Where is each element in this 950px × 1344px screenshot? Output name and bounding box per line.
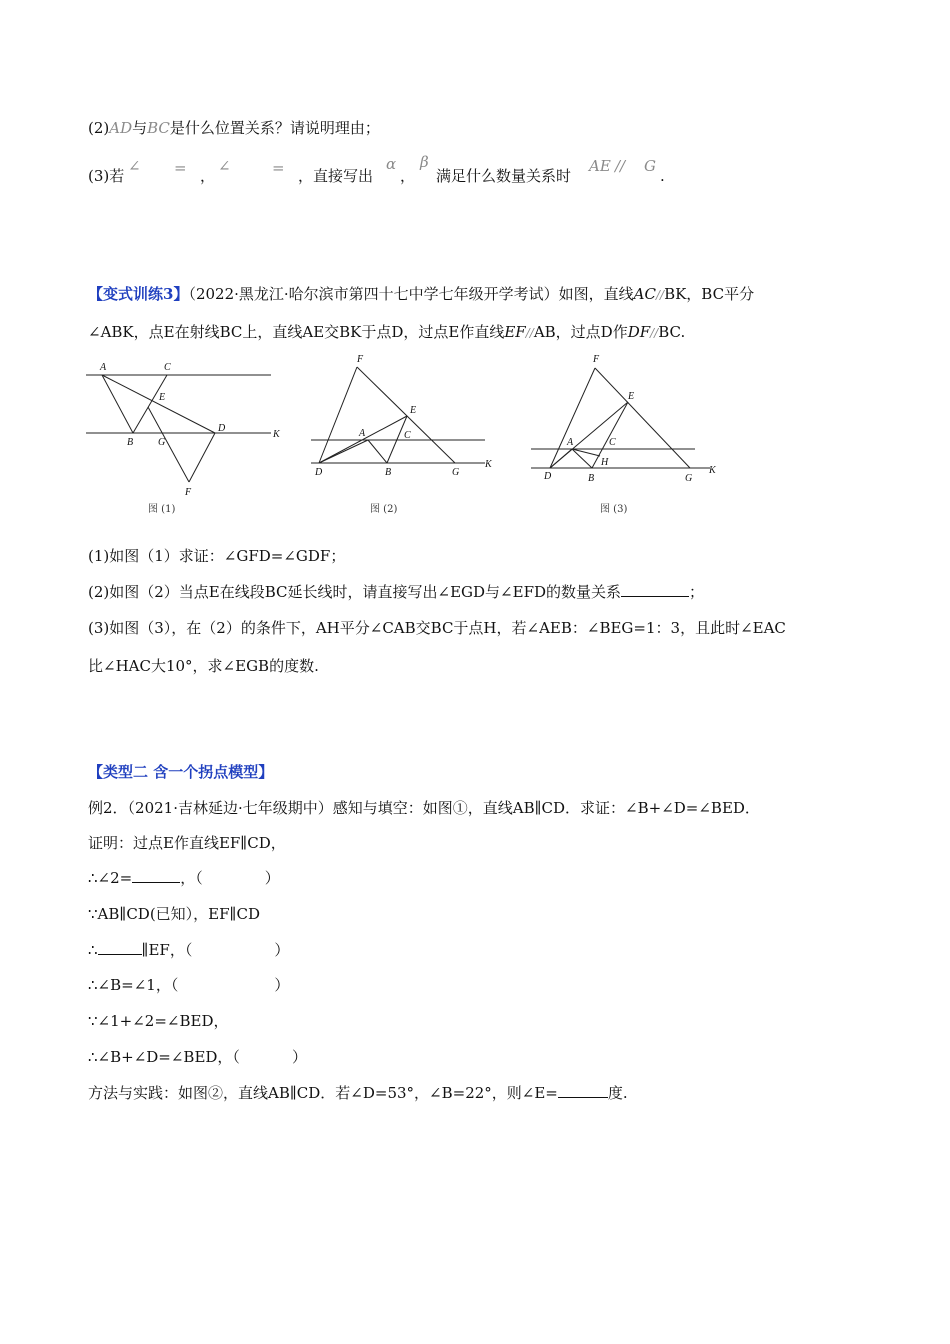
fig2-caption: 图 (2) bbox=[370, 504, 398, 515]
fig3-label-k: K bbox=[709, 465, 716, 476]
fig1-label-f: F bbox=[185, 487, 192, 495]
fig3-label-e: E bbox=[628, 391, 635, 402]
fig1-label-d: D bbox=[218, 423, 226, 434]
fig2-label-c: C bbox=[404, 430, 411, 441]
question-3: (3)若 ∠ = ， ∠ = ，直接写出 α ， β 满足什么数量关系时 AE // G . bbox=[88, 153, 665, 185]
proof-intro: 证明：过点E作直线EF∥CD， bbox=[88, 834, 286, 852]
variant3-line2: ∠ABK，点E在射线BC上，直线AE交BK于点D，过点E作直线EF//AB，过点D作DF//BC. bbox=[88, 323, 686, 341]
example-2: 例2．（2021·吉林延边·七年级期中）感知与填空：如图①，直线AB∥CD．求证：∠B+∠D=∠BED． bbox=[88, 799, 760, 817]
fig3-label-d: D bbox=[544, 471, 552, 482]
fig2-label-e: E bbox=[410, 405, 417, 416]
fig3-label-a: A bbox=[567, 437, 574, 448]
fig1-label-g: G bbox=[158, 437, 166, 448]
fig1-label-k: K bbox=[273, 429, 280, 440]
variant3-q3-line1: (3)如图（3），在（2）的条件下，AH平分∠CAB交BC于点H，若∠AEB：∠BEG=1：3，且此时∠EAC bbox=[88, 619, 786, 637]
variant3-q1: (1)如图（1）求证：∠GFD=∠GDF； bbox=[88, 547, 346, 565]
proof-step-4: ∴∠B=∠1，（ ） bbox=[88, 976, 290, 994]
fig3-label-b: B bbox=[588, 473, 595, 484]
variant3-q2: (2)如图（2）当点E在线段BC延长线时，请直接写出∠EGD与∠EFD的数量关系 ； bbox=[88, 583, 705, 601]
fig1-label-a: A bbox=[100, 362, 107, 373]
figure-3 bbox=[525, 348, 725, 488]
fig3-label-h: H bbox=[601, 457, 609, 468]
fig2-label-g: G bbox=[452, 467, 460, 478]
type2-heading: 【类型二 含一个拐点模型】 bbox=[88, 763, 274, 781]
question-2: (2)AD与BC是什么位置关系？请说明理由； bbox=[88, 119, 380, 137]
fig3-label-f: F bbox=[593, 354, 600, 365]
fig2-label-a: A bbox=[359, 428, 366, 439]
practice: 方法与实践：如图②，直线AB∥CD．若∠D=53°，∠B=22°，则∠E= 度. bbox=[88, 1084, 628, 1102]
proof-step-2: ∵AB∥CD(已知），EF∥CD bbox=[88, 905, 260, 923]
fig3-label-g: G bbox=[685, 473, 693, 484]
fig1-label-e: E bbox=[159, 392, 166, 403]
figure-1 bbox=[80, 355, 290, 495]
proof-step-6: ∴∠B+∠D=∠BED，（ ） bbox=[88, 1048, 307, 1066]
figure-2 bbox=[305, 350, 505, 485]
fig1-label-b: B bbox=[127, 437, 134, 448]
fig2-label-b: B bbox=[385, 467, 392, 478]
fig3-caption: 图 (3) bbox=[600, 504, 628, 515]
answer-blank[interactable] bbox=[98, 940, 142, 955]
proof-step-1: ∴∠2= ，（ ） bbox=[88, 869, 280, 887]
answer-blank[interactable] bbox=[558, 1083, 608, 1098]
variant3-heading: 【变式训练3】（2022·黑龙江·哈尔滨市第四十七中学七年级开学考试）如图，直线AC//BK，BC平分 bbox=[88, 285, 755, 303]
variant3-q3-line2: 比∠HAC大10°，求∠EGB的度数. bbox=[88, 657, 319, 675]
fig2-label-f: F bbox=[357, 354, 364, 365]
proof-step-3: ∴ ∥EF，（ ） bbox=[88, 941, 290, 959]
fig2-label-k: K bbox=[485, 459, 492, 470]
proof-step-5: ∵∠1+∠2=∠BED， bbox=[88, 1012, 229, 1030]
fig2-label-d: D bbox=[315, 467, 323, 478]
fig3-label-c: C bbox=[609, 437, 616, 448]
fig1-caption: 图 (1) bbox=[148, 504, 176, 515]
variant3-tag: 【变式训练3】 bbox=[88, 285, 189, 303]
answer-blank[interactable] bbox=[132, 868, 180, 883]
fig1-label-c: C bbox=[164, 362, 171, 373]
answer-blank[interactable] bbox=[621, 582, 689, 597]
